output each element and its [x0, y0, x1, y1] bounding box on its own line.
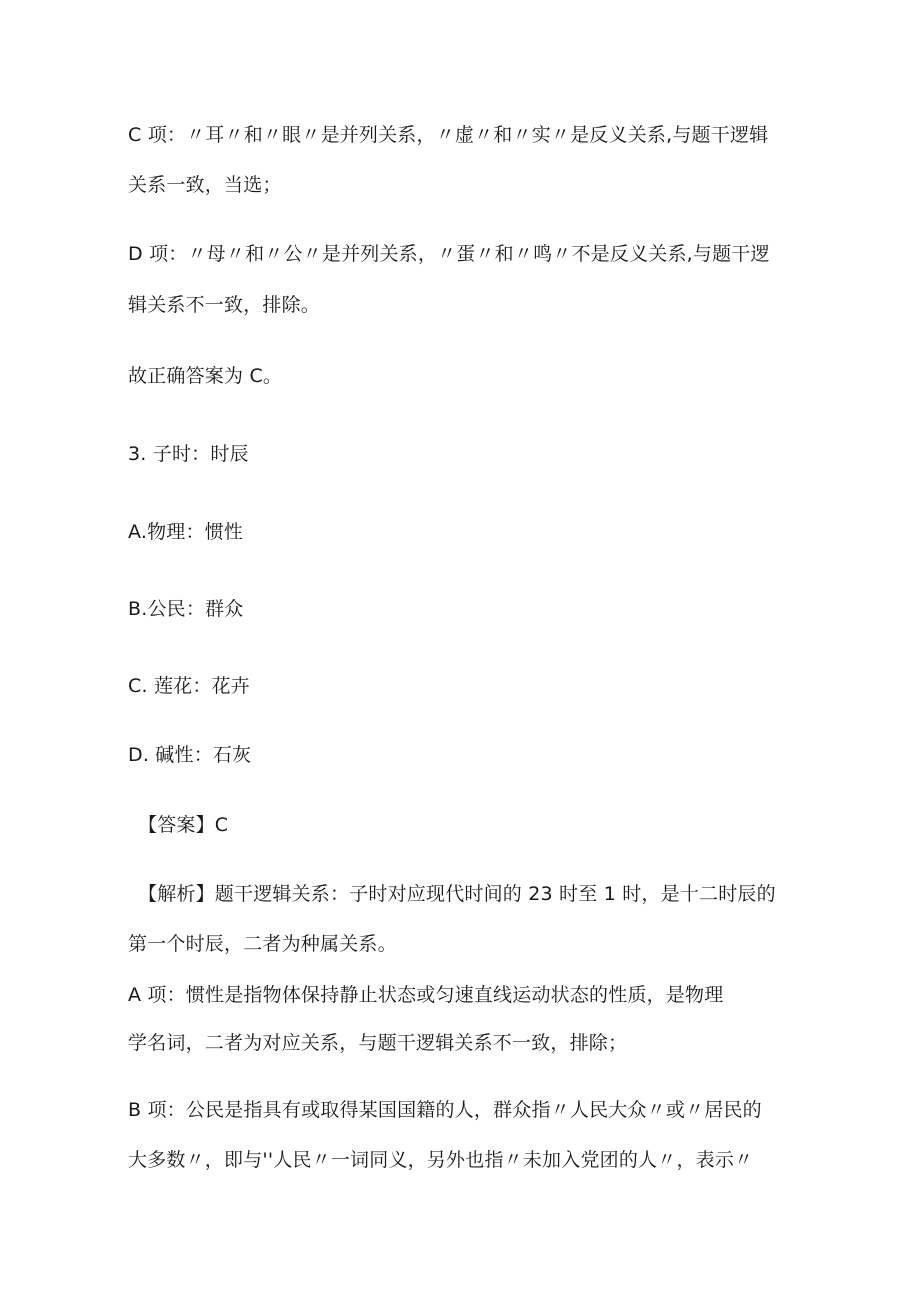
- question-3-option-b: B.公民：群众: [128, 598, 244, 620]
- option-c-explanation-line-1: C 项：〃耳〃和〃眼〃是并列关系，〃虚〃和〃实〃是反义关系,与题干逻辑: [128, 124, 769, 146]
- option-c-explanation-line-2: 关系一致，当选；: [128, 174, 282, 196]
- question-3-option-c: C. 莲花：花卉: [128, 675, 250, 697]
- analysis-option-a-line-1: A 项：惯性是指物体保持静止状态或匀速直线运动状态的性质，是物理: [128, 984, 724, 1006]
- analysis-option-b-line-2: 大多数〃，即与''人民〃一词同义，另外也指〃未加入党团的人〃，表示〃: [128, 1149, 754, 1171]
- question-3-stem: 3. 子时：时辰: [128, 443, 249, 465]
- analysis-line-2: 第一个时辰，二者为种属关系。: [128, 933, 397, 955]
- question-3-answer: 【答案】C: [138, 814, 229, 836]
- analysis-line-1: 【解析】题干逻辑关系：子时对应现代时间的 23 时至 1 时，是十二时辰的: [138, 883, 776, 905]
- analysis-option-b-line-1: B 项：公民是指具有或取得某国国籍的人，群众指〃人民大众〃或〃居民的: [128, 1099, 762, 1121]
- analysis-option-a-line-2: 学名词，二者为对应关系，与题干逻辑关系不一致，排除；: [128, 1032, 628, 1054]
- question-3-option-a: A.物理：惯性: [128, 521, 244, 543]
- correct-answer-statement: 故正确答案为 C。: [128, 365, 283, 387]
- question-3-option-d: D. 碱性：石灰: [128, 744, 252, 766]
- option-d-explanation-line-1: D 项：〃母〃和〃公〃是并列关系，〃蛋〃和〃鸣〃不是反义关系,与题干逻: [128, 243, 770, 265]
- option-d-explanation-line-2: 辑关系不一致，排除。: [128, 294, 321, 316]
